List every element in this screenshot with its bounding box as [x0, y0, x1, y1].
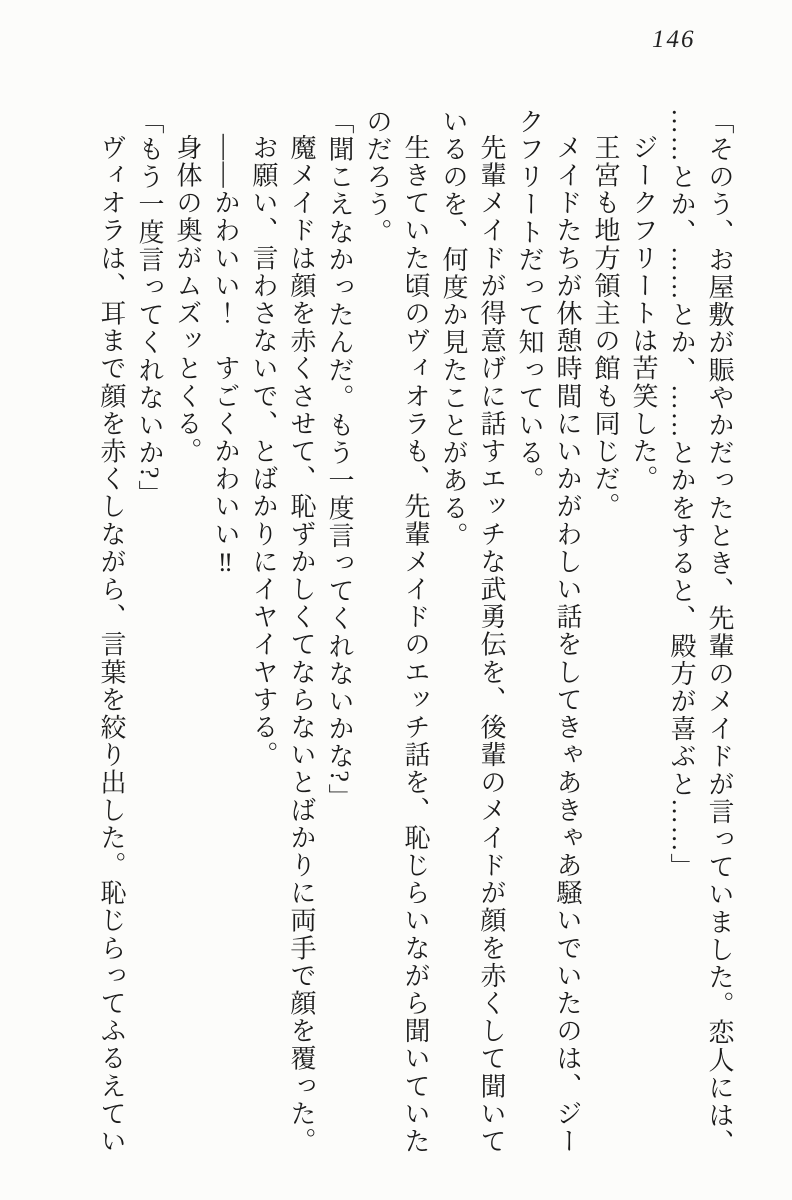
text-line: 「もう一度言ってくれないか?」: [135, 108, 164, 508]
text-line: 先輩メイドが得意げに話すエッチな武勇伝を、後輩のメイドが顔を赤くして聞いて: [477, 134, 506, 1156]
text-line: クフリートだって知っている。: [515, 108, 544, 495]
text-line: 魔メイドは顔を赤くさせて、恥ずかしくてならないとばかりに両手で顔を覆った。: [287, 134, 316, 1156]
text-line: のだろう。: [363, 108, 392, 246]
text-line: 生きていた頃のヴィオラも、先輩メイドのエッチ話を、恥じらいながら聞いていた: [401, 134, 430, 1156]
text-line: 身体の奥がムズッとくる。: [173, 134, 202, 466]
vertical-text-block: [92, 108, 738, 1164]
text-line: 「そのう、お屋敷が賑やかだったとき、先輩のメイドが言っていました。恋人には、: [705, 108, 734, 1157]
text-line: お願い、言わさないで、とばかりにイヤイヤする。: [249, 134, 278, 769]
text-line: ――かわいい！ すごくかわいい‼: [211, 134, 240, 579]
text-line: メイドたちが休憩時間にいかがわしい話をしてきゃあきゃあ騒いでいたのは、ジー: [553, 134, 582, 1156]
text-line: ……とか、……とか、……とかをすると、殿方が喜ぶと……」: [667, 108, 696, 881]
text-line: いるのを、何度か見たことがある。: [439, 108, 468, 550]
text-line: 「聞こえなかったんだ。もう一度言ってくれないかな?」: [325, 108, 354, 812]
page-number: 146: [652, 26, 696, 53]
text-line: ジークフリートは苦笑した。: [629, 134, 658, 493]
text-line: ヴィオラは、耳まで顔を赤くしながら、言葉を絞り出した。恥じらってふるえてい: [97, 134, 126, 1156]
text-line: 王宮も地方領主の館も同じだ。: [591, 134, 620, 521]
